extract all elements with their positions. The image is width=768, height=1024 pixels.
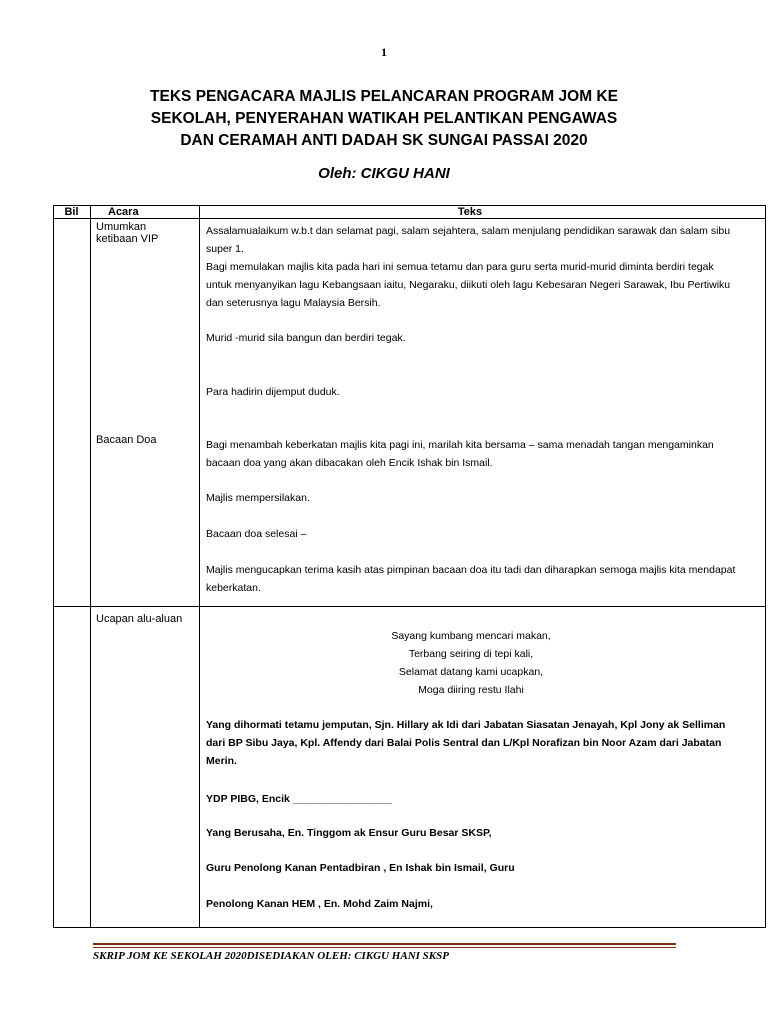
header-acara: Acara (108, 206, 139, 218)
text-thanks: Majlis mengucapkan terima kasih atas pimpinan bacaan doa itu tadi dan diharapkan semoga majlis kita mendapat keberkatan. (206, 564, 736, 594)
text-guests: Yang dihormati tetamu jemputan, Sjn. Hillary ak Idi dari Jabatan Siasatan Jenayah, Kpl Jony ak Selliman dari BP Sibu Jaya, Kpl. Affendy dari Balai Polis Sentral dan L/Kpl Norafizan bin Noor Azam dari Jabatan Merin. (206, 719, 726, 767)
acara-ucapan-alu-aluan: Ucapan alu-aluan (96, 613, 183, 625)
acara-umumkan-vip: Umumkan ketibaan VIP (96, 221, 159, 245)
poem-line: Sayang kumbang mencari makan, (391, 630, 551, 642)
text-guru-besar: Yang Berusaha, En. Tinggom ak Ensur Guru Besar SKSP, (206, 827, 492, 839)
header-bil: Bil (64, 206, 79, 218)
poem-line: Terbang seiring di tepi kali, (408, 648, 534, 660)
acara-bacaan-doa: Bacaan Doa (96, 434, 157, 446)
title-line-2: SEKOLAH, PENYERAHAN WATIKAH PELANTIKAN PENGAWAS (150, 110, 618, 127)
text-anthem-intro: Bagi memulakan majlis kita pada hari ini semua tetamu dan para guru serta murid-murid diminta berdiri tegak untuk menyanyikan lagu Kebangsaan iaitu, Negaraku, diikuti oleh lagu Kebesaran Negeri Sarawak, Ibu Pertiwiku dan seterusnya lagu Malaysia Bersih. (206, 261, 731, 309)
text-greeting: Assalamualaikum w.b.t dan selamat pagi, salam sejahtera, salam menjulang pendidikan sarawak dan salam sibu super 1. (206, 225, 731, 255)
document-title (80, 86, 688, 152)
poem-line: Moga diiring restu Ilahi (418, 684, 524, 696)
row-divider (53, 606, 766, 607)
title-line-1: TEKS PENGACARA MAJLIS PELANCARAN PROGRAM JOM KE (150, 88, 618, 105)
text-doa-intro: Bagi menambah keberkatan majlis kita pagi ini, marilah kita bersama – sama menadah tangan mengaminkan bacaan doa yang akan dibacakan oleh Encik Ishak bin Ismail. (206, 439, 714, 469)
column-divider-bil (90, 205, 91, 928)
text-invite: Majlis mempersilakan. (206, 492, 310, 504)
author-line: Oleh: CIKGU HANI (318, 165, 450, 182)
text-be-seated: Para hadirin dijemput duduk. (206, 386, 340, 398)
text-stand-up: Murid -murid sila bangun dan berdiri tegak. (206, 332, 406, 344)
header-teks: Teks (457, 206, 483, 218)
text-gpk-pentadbiran: Guru Penolong Kanan Pentadbiran , En Ishak bin Ismail, Guru (206, 862, 515, 874)
poem-line: Selamat datang kami ucapkan, (398, 666, 544, 678)
footer-text: SKRIP JOM KE SEKOLAH 2020DISEDIAKAN OLEH: CIKGU HANI SKSP (93, 950, 449, 962)
text-ydp-pibg: YDP PIBG, Encik _________________ (206, 793, 393, 805)
column-divider-acara (199, 205, 200, 928)
footer-rule-thick (93, 943, 676, 945)
title-line-3: DAN CERAMAH ANTI DADAH SK SUNGAI PASSAI 2020 (180, 132, 588, 149)
text-gpk-hem: Penolong Kanan HEM , En. Mohd Zaim Najmi, (206, 898, 433, 910)
text-doa-done: Bacaan doa selesai – (206, 528, 307, 540)
page-number: 1 (381, 45, 387, 59)
footer-rule-thin (93, 947, 676, 948)
